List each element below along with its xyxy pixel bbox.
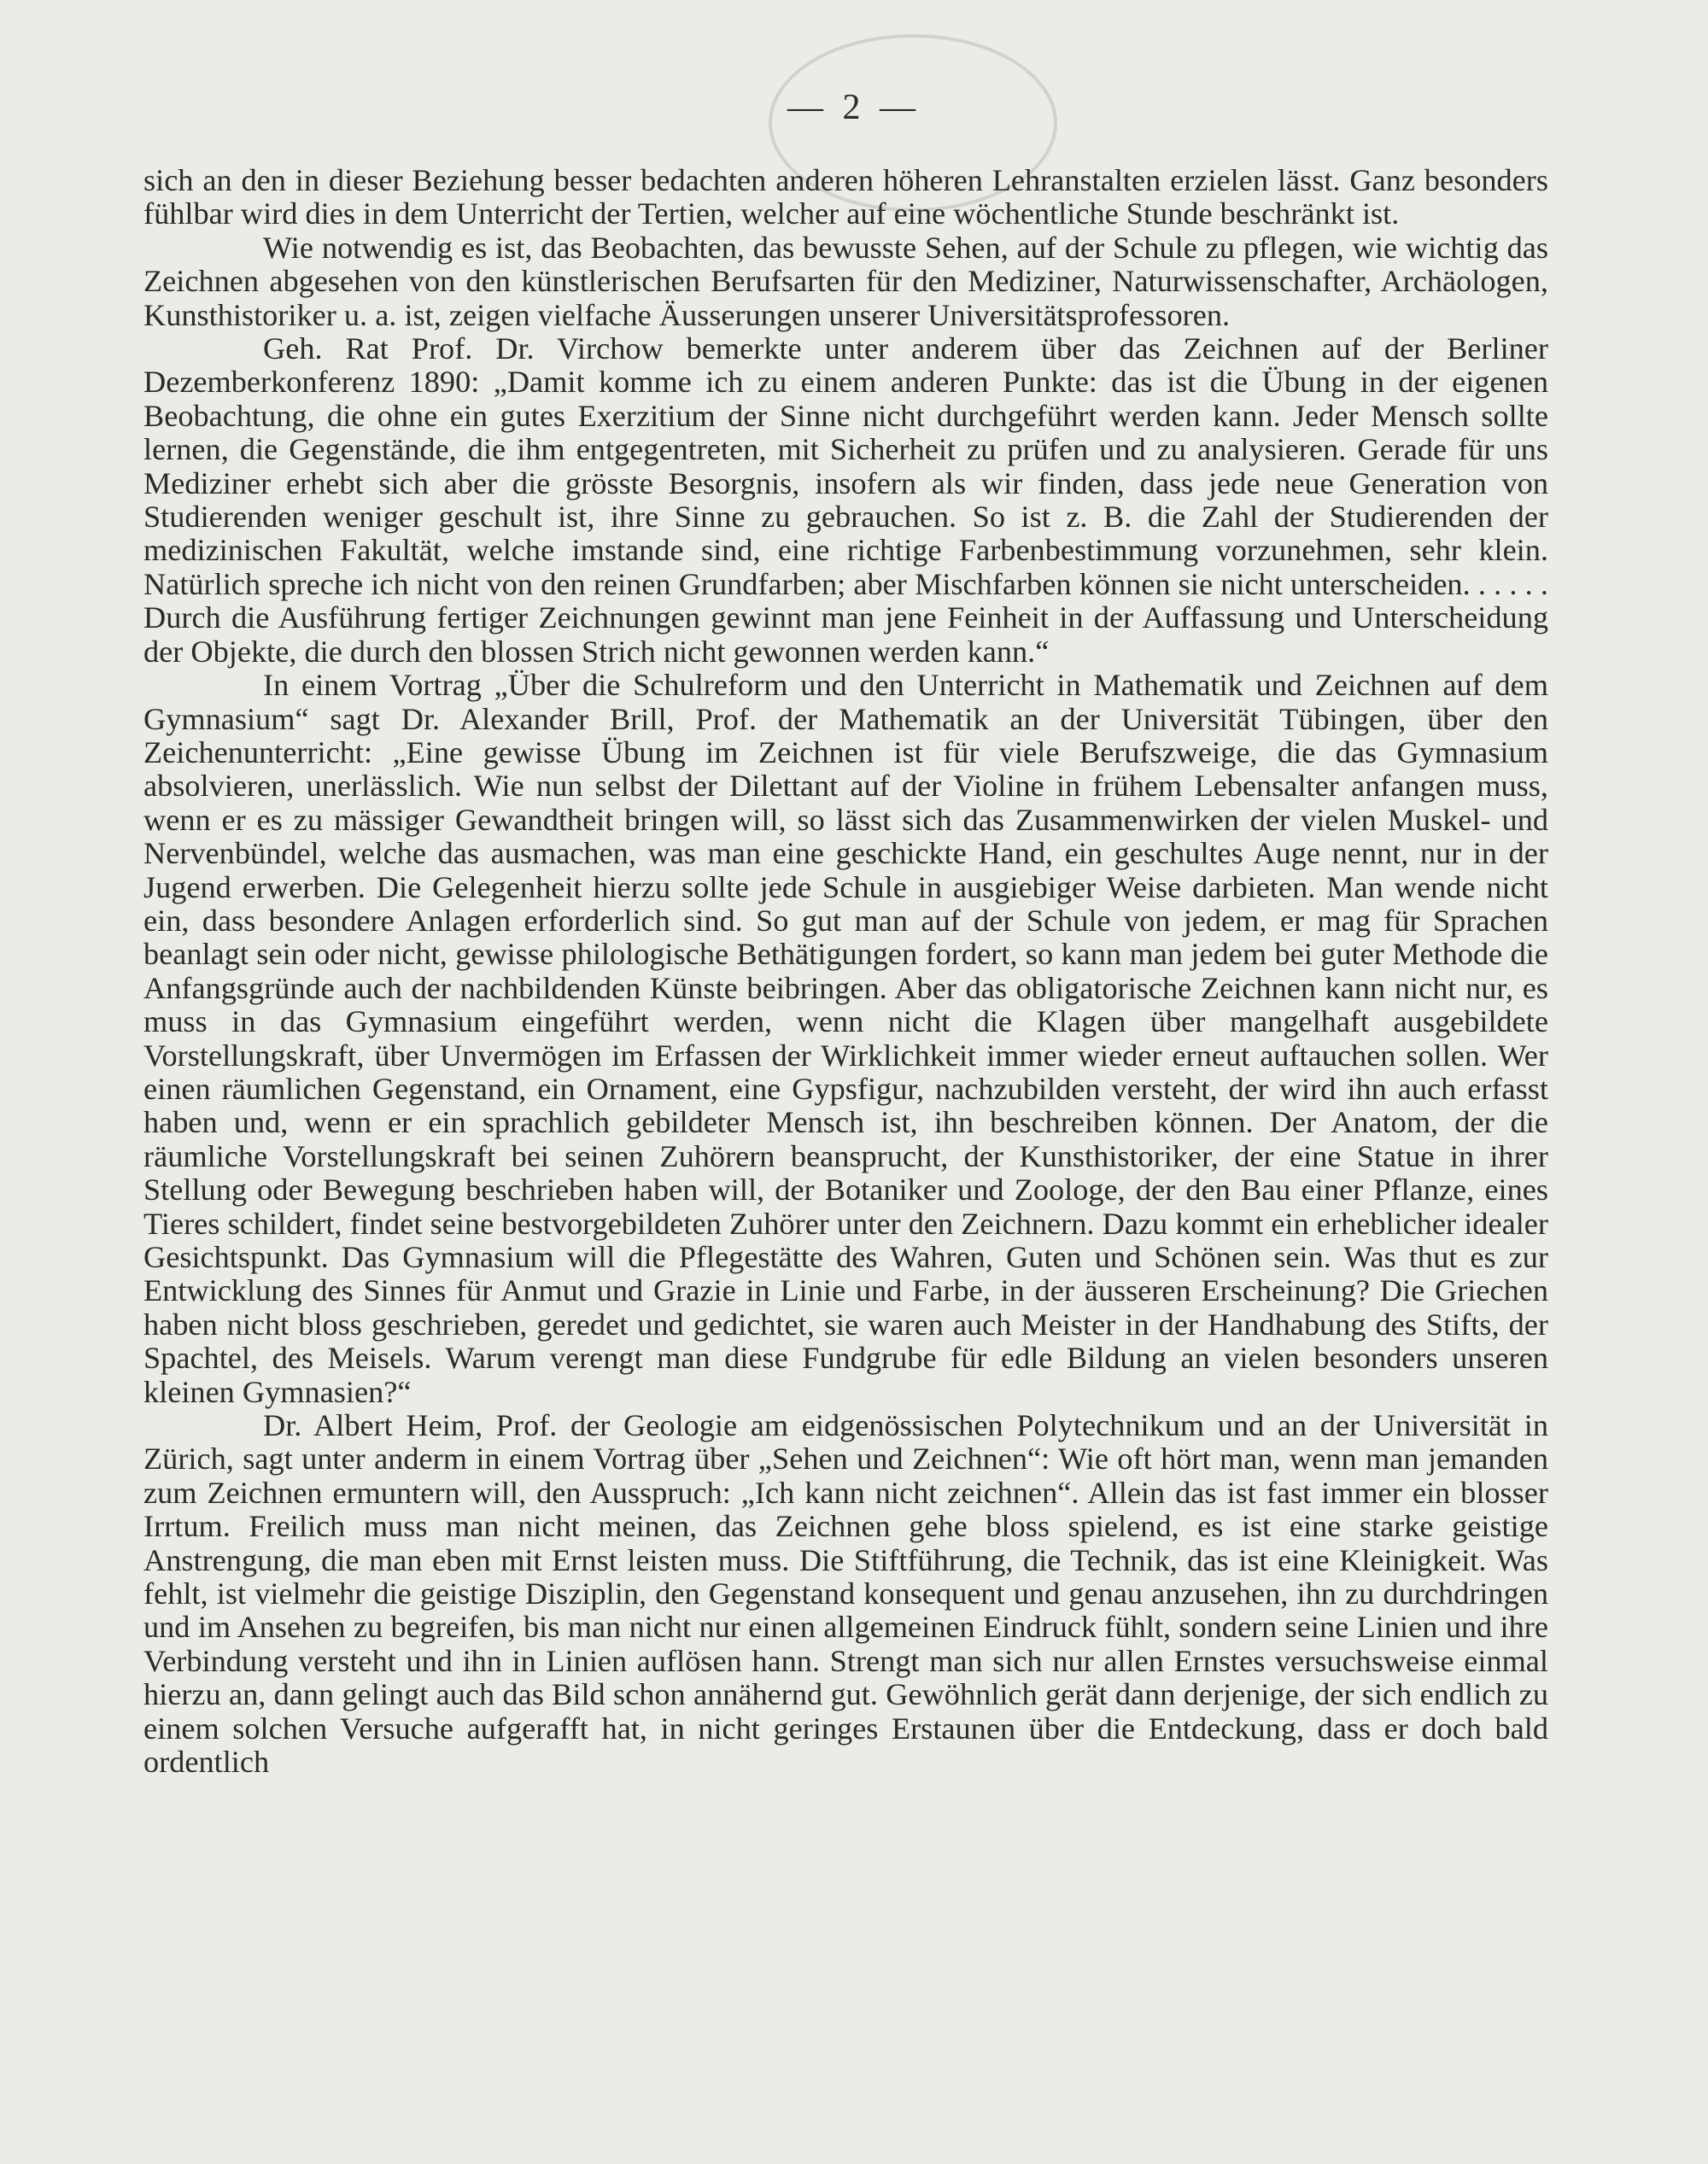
paragraph: Wie notwendig es ist, das Beobachten, das bewusste Sehen, auf der Schule zu pflegen, wie wichtig das Zeichnen abgesehen von den künstlerischen Berufsarten für den Mediziner, Naturwissenschafter, Archäologen, Kunsthistoriker u. a. ist, zeigen vielfache Äusserungen unserer Universitätsprofessoren. — [143, 230, 1548, 332]
paragraph: In einem Vortrag „Über die Schulreform und den Unterricht in Mathematik und Zeichnen auf dem Gymnasium“ sagt Dr. Alexander Brill, Prof. der Mathematik an der Universität Tübingen, über den Zeichenunterricht: „Eine gewisse Übung im Zeichnen ist für viele Berufszweige, die das Gymnasium absolvieren, unerlässlich. Wie nun selbst der Dilettant auf der Violine in frühem Lebensalter anfangen muss, wenn er es zu mässiger Gewandtheit bringen will, so lässt sich das Zusammenwirken der vielen Muskel- und Nervenbündel, welche das ausmachen, was man eine geschickte Hand, ein geschultes Auge nennt, nur in der Jugend erwerben. Die Gelegenheit hierzu sollte jede Schule in ausgiebiger Weise darbieten. Man wende nicht ein, dass besondere Anlagen erforderlich sind. So gut man auf der Schule von jedem, er mag für Sprachen beanlagt sein oder nicht, gewisse philologische Bethätigungen fordert, so kann man jedem bei guter Methode die Anfangsgründe auch der nachbildenden Künste beibringen. Aber das obligatorische Zeichnen kann nicht nur, es muss in das Gymnasium eingeführt werden, wenn nicht die Klagen über mangelhaft ausgebildete Vorstellungskraft, über Unvermögen im Erfassen der Wirklichkeit immer wieder erneut auftauchen sollen. Wer einen räumlichen Gegenstand, ein Ornament, eine Gypsfigur, nachzubilden versteht, der wird ihn auch erfasst haben und, wenn er ein sprachlich gebildeter Mensch ist, ihn beschreiben können. Der Anatom, der die räumliche Vorstellungskraft bei seinen Zuhörern beansprucht, der Kunsthistoriker, der eine Statue in ihrer Stellung oder Bewegung beschrieben haben will, der Botaniker und Zoologe, der den Bau einer Pflanze, eines Tieres schildert, findet seine bestvorgebildeten Zuhörer unter den Zeichnern. Dazu kommt ein erheblicher idealer Gesichtspunkt. Das Gymnasium will die Pflegestätte des Wahren, Guten und Schönen sein. Was thut es zur Entwicklung des Sinnes für Anmut und Grazie in Linie und Farbe, in der äusseren Erscheinung? Die Griechen haben nicht bloss geschrieben, geredet und gedichtet, sie waren auch Meister in der Handhabung des Stifts, der Spachtel, des Meisels. Warum verengt man diese Fundgrube für edle Bildung an vielen besonders unseren kleinen Gymnasien?“ — [143, 668, 1548, 1409]
paragraph: sich an den in dieser Beziehung besser bedachten anderen höheren Lehranstalten erzielen lässt. Ganz besonders fühlbar wird dies in dem Unterricht der Tertien, welcher auf eine wöchentliche Stunde beschränkt ist. — [143, 163, 1548, 231]
paragraph: Geh. Rat Prof. Dr. Virchow bemerkte unter anderem über das Zeichnen auf der Berliner Dezemberkonferenz 1890: „Damit komme ich zu einem anderen Punkte: das ist die Übung in der eigenen Beobachtung, die ohne ein gutes Exerzitium der Sinne nicht durchgeführt werden kann. Jeder Mensch sollte lernen, die Gegenstände, die ihm entgegentreten, mit Sicherheit zu prüfen und zu analysieren. Gerade für uns Mediziner erhebt sich aber die grösste Besorgnis, insofern als wir finden, dass jede neue Generation von Studierenden weniger geschult ist, ihre Sinne zu gebrauchen. So ist z. B. die Zahl der Studierenden der medizinischen Fakultät, welche imstande sind, eine richtige Farbenbestimmung vorzunehmen, sehr klein. Natürlich spreche ich nicht von den reinen Grundfarben; aber Mischfarben können sie nicht unterscheiden. . . . . . Durch die Ausführung fertiger Zeichnungen gewinnt man jene Feinheit in der Auffassung und Unterscheidung der Objekte, die durch den blossen Strich nicht gewonnen werden kann.“ — [143, 331, 1548, 669]
paragraph: Dr. Albert Heim, Prof. der Geologie am eidgenössischen Polytechnikum und an der Universität in Zürich, sagt unter anderm in einem Vortrag über „Sehen und Zeichnen“: Wie oft hört man, wenn man jemanden zum Zeichnen ermuntern will, den Ausspruch: „Ich kann nicht zeichnen“. Allein das ist fast immer ein blosser Irrtum. Freilich muss man nicht meinen, das Zeichnen gehe bloss spielend, es ist eine starke geistige Anstrengung, die man eben mit Ernst leisten muss. Die Stiftführung, die Technik, das ist eine Kleinigkeit. Was fehlt, ist vielmehr die geistige Disziplin, den Gegenstand konsequent und genau anzusehen, ihn zu durchdringen und im Ansehen zu begreifen, bis man nicht nur einen allgemeinen Eindruck fühlt, sondern seine Linien und ihre Verbindung versteht und ihn in Linien auflösen hann. Strengt man sich nur allen Ernstes versuchsweise einmal hierzu an, dann gelingt auch das Bild schon annähernd gut. Gewöhnlich gerät dann derjenige, der sich endlich zu einem solchen Versuche aufgerafft hat, in nicht geringes Erstaunen über die Entdeckung, dass er doch bald ordentlich — [143, 1408, 1548, 1780]
page-number: — 2 — — [787, 88, 921, 127]
body-text — [143, 164, 1548, 1780]
